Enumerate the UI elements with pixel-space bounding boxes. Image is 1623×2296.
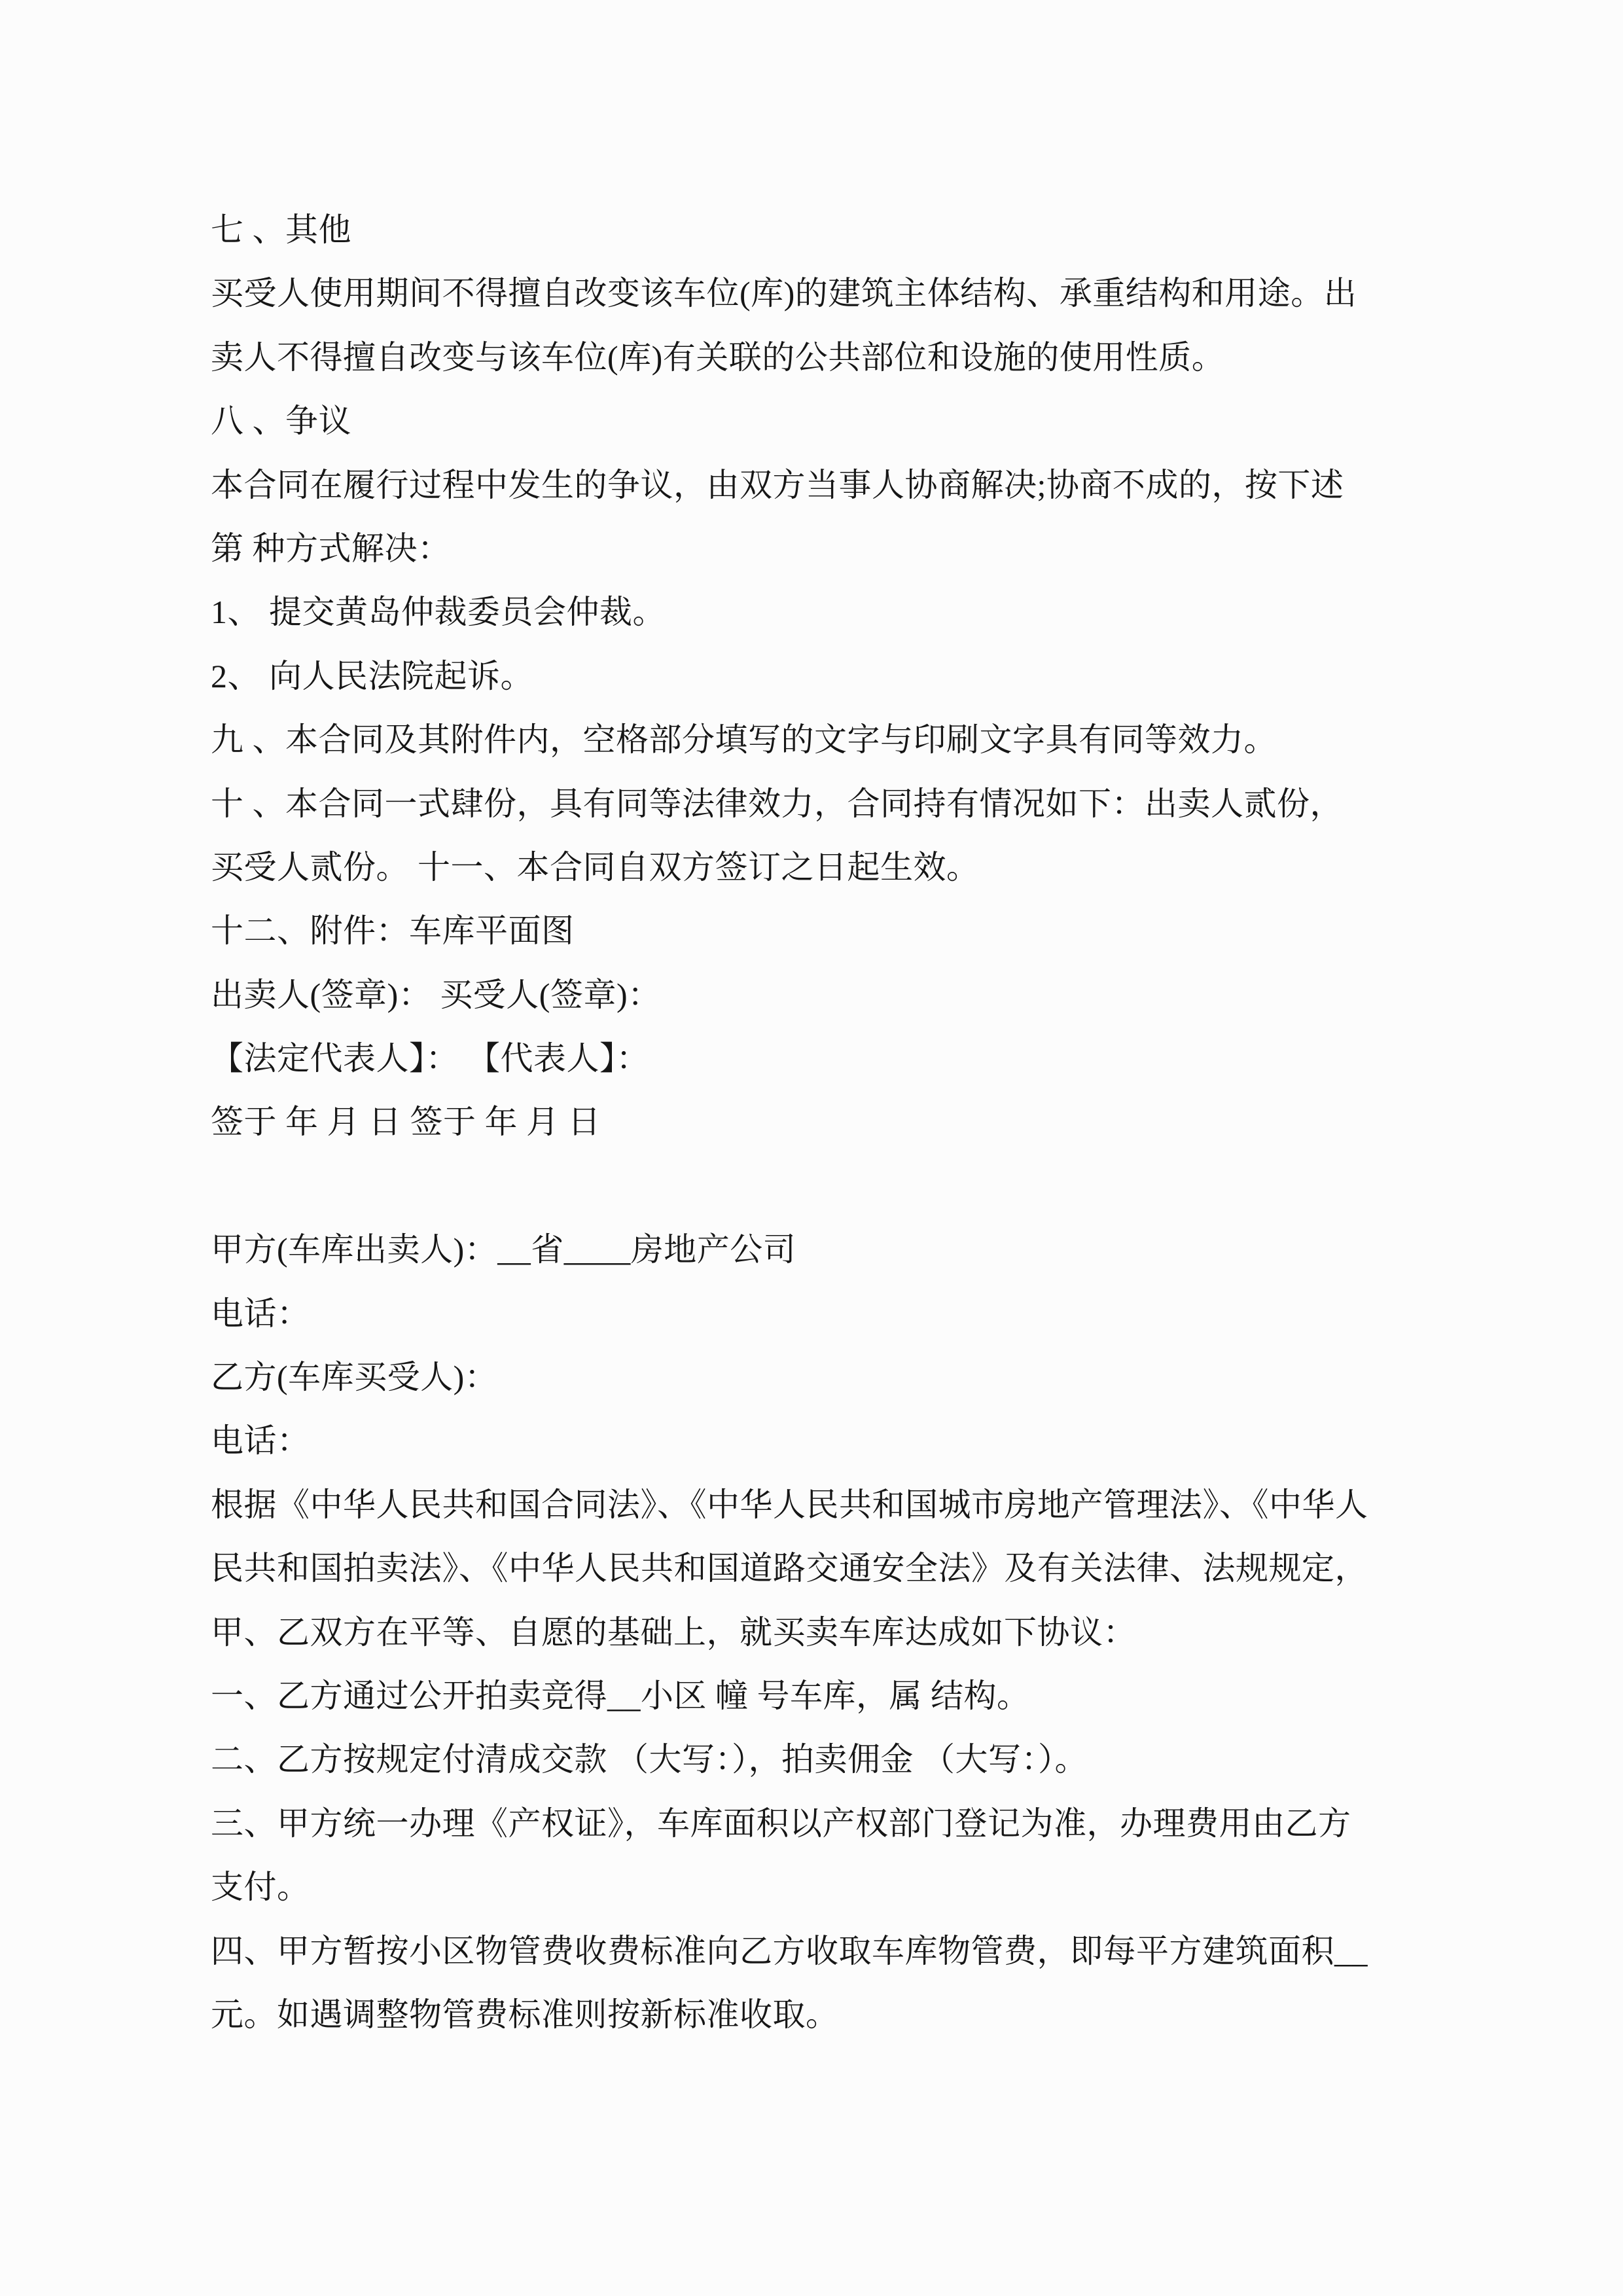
document-line: 买受人使用期间不得擅自改变该车位(库)的建筑主体结构、承重结构和用途。出 [211,275,1357,312]
document-line: 乙方(车库买受人)： [211,1359,498,1396]
document-line: 三、甲方统一办理《产权证》，车库面积以产权部门登记为准，办理费用由乙方 [211,1804,1351,1842]
document-line: 二、乙方按规定付清成交款 （大写：），拍卖佣金 （大写：）。 [211,1741,1088,1778]
document-line: 根据《中华人民共和国合同法》、《中华人民共和国城市房地产管理法》、《中华人 [211,1486,1368,1523]
document-line: 2、 向人民法院起诉。 [211,657,533,694]
document-line: 支付。 [211,1869,310,1906]
document-line: 十 、本合同一式肆份，具有同等法律效力，合同持有情况如下：出卖人贰份， [211,785,1343,822]
document-line: 本合同在履行过程中发生的争议，由双方当事人协商解决;协商不成的，按下述 [211,466,1344,503]
document-line: 第 种方式解决： [211,529,451,567]
document-line: 民共和国拍卖法》、《中华人民共和国道路交通安全法》及有关法律、法规规定， [211,1550,1368,1587]
document-line: 八 、争议 [211,403,351,440]
document-line: 四、甲方暂按小区物管费收费标准向乙方收取车库物管费，即每平方建筑面积__ [211,1932,1368,1969]
document-line: 签于 年 月 日 签于 年 月 日 [211,1103,601,1141]
document-line: 电话： [211,1295,310,1332]
document-line: 1、 提交黄岛仲裁委员会仲裁。 [211,594,666,631]
document-line: 七 、其他 [211,211,351,248]
document-line: 九 、本合同及其附件内，空格部分填写的文字与印刷文字具有同等效力。 [211,721,1277,759]
contract-text [211,198,1428,2047]
document-line: 元。如遇调整物管费标准则按新标准收取。 [211,1996,839,2033]
document-line: 卖人不得擅自改变与该车位(库)有关联的公共部位和设施的使用性质。 [211,338,1225,376]
document-line: 十二、附件：车库平面图 [211,912,575,950]
document-line: 电话： [211,1422,310,1460]
document-line: 甲、乙双方在平等、自愿的基础上，就买卖车库达成如下协议： [211,1613,1136,1651]
document-line: 一、乙方通过公开拍卖竞得__小区 幢 号车库，属 结构。 [211,1677,1030,1714]
document-line: 甲方(车库出卖人)：__省____房地产公司 [211,1231,796,1268]
document-line: 买受人贰份。 十一、本合同自双方签订之日起生效。 [211,848,980,886]
document-line: 【法定代表人】： 【代表人】： [211,1040,649,1077]
document-line: 出卖人(签章)： 买受人(签章)： [211,976,661,1013]
document-line-blank [211,1155,1428,1218]
